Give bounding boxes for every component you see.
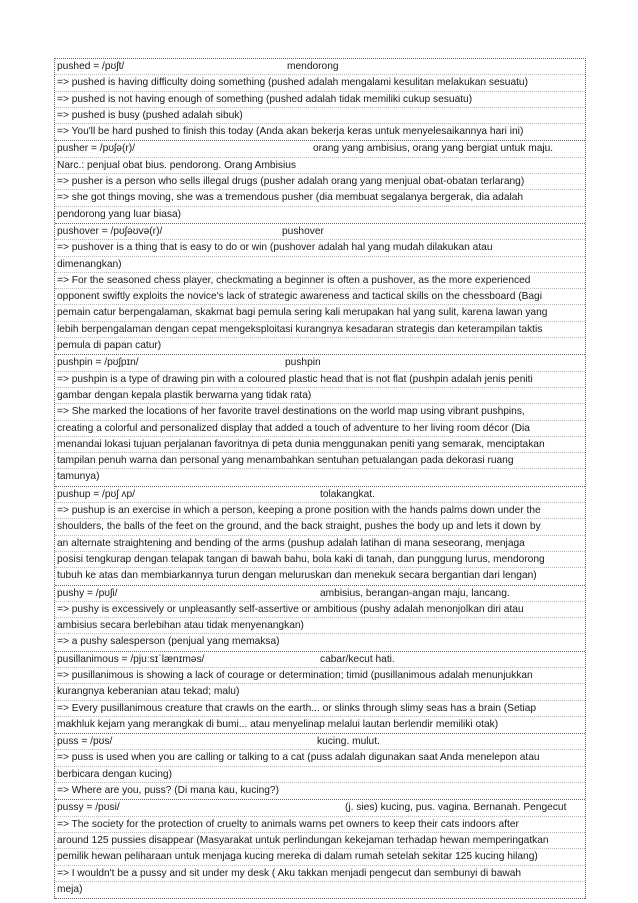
entry-headline xyxy=(55,487,585,503)
dictionary-entry xyxy=(55,586,585,652)
entry-gloss: (j. sies) kucing, pus. vagina. Bernanah. Pengecut xyxy=(345,802,567,814)
dictionary-table xyxy=(54,58,586,899)
entry-line: => She marked the locations of her favorite travel destinations on the world map using vibrant pushpins, xyxy=(55,404,585,420)
entry-line: ambisius secara berlebihan atau tidak menyenangkan) xyxy=(55,618,585,634)
entry-line: pendorong yang luar biasa) xyxy=(57,208,182,220)
entry-line: tamunya) xyxy=(57,471,100,483)
entry-line: opponent swiftly exploits the novice's lack of strategic awareness and tactical skills on the chessboard (Bagi xyxy=(55,289,585,305)
entry-line: pemain catur berpengalaman, skakmat bagi pemula sering kali merupakan hal yang sulit, karena lawan yang xyxy=(55,305,585,321)
entry-headline xyxy=(55,355,585,371)
entry-line: => pushy is excessively or unpleasantly self-assertive or ambitious (pushy adalah menonjolkan diri atau xyxy=(55,602,585,618)
dictionary-entry xyxy=(55,800,585,899)
entry-line: dimenangkan) xyxy=(55,257,585,273)
entry-line: => a pushy salesperson (penjual yang memaksa) xyxy=(57,636,280,648)
entry-line: creating a colorful and personalized display that added a touch of adventure to her living room décor (Dia xyxy=(55,421,585,437)
entry-headline xyxy=(55,59,585,75)
entry-gloss: cabar/kecut hati. xyxy=(320,653,395,665)
dictionary-entry xyxy=(55,487,585,586)
entry-line: tubuh ke atas dan membiarkannya turun dengan meluruskan dan menekuk secara bergantian dari lengan) xyxy=(57,570,537,582)
entry-word: pushpin = /pʊʃpɪn/ xyxy=(57,357,139,369)
entry-line: tampilan penuh warna dan personal yang menambahkan sentuhan petualangan pada dekorasi ruang xyxy=(55,453,585,469)
entry-line: an alternate straightening and bending of the arms (pushup adalah latihan di mana seseorang, menjaga xyxy=(55,536,585,552)
entry-line: => pushpin is a type of drawing pin with a coloured plastic head that is not flat (pushpin adalah jenis peniti xyxy=(55,372,585,388)
entry-headline xyxy=(55,652,585,668)
entry-line: makhluk kejam yang merangkak di bumi... atau menyelinap melalui lautan berlendir memiliki otak) xyxy=(57,718,499,730)
entry-line: shoulders, the balls of the feet on the ground, and the back straight, pushes the body up and lets it down by xyxy=(55,519,585,535)
entry-line: pemilik hewan peliharaan untuk menjaga kucing mereka di dalam rumah setelah sekitar 125 kucing hilang) xyxy=(55,849,585,865)
entry-word: pushover = /pʊʃəʊvə(r)/ xyxy=(57,225,163,237)
entry-line: => I wouldn't be a pussy and sit under my desk ( Aku takkan menjadi pengecut dan sembunyi di bawah xyxy=(55,866,585,882)
entry-headline xyxy=(55,800,585,816)
dictionary-entry xyxy=(55,652,585,734)
entry-line: around 125 pussies disappear (Masyarakat untuk perlindungan kekejaman terhadap hewan memperingatkan xyxy=(55,833,585,849)
entry-line: => pushed is not having enough of something (pushed adalah tidak memiliki cukup sesuatu) xyxy=(55,92,585,108)
entry-headline xyxy=(55,141,585,157)
entry-word: pusher = /pʊʃə(r)/ xyxy=(57,143,135,155)
entry-line: Narc.: penjual obat bius. pendorong. Orang Ambisius xyxy=(55,158,585,174)
entry-line: meja) xyxy=(57,883,83,895)
entry-gloss: pushover xyxy=(282,225,324,237)
entry-gloss: tolakangkat. xyxy=(320,488,375,500)
entry-line: => pusher is a person who sells illegal drugs (pusher adalah orang yang menjual obat-obatan terlarang) xyxy=(55,174,585,190)
entry-line: => pushover is a thing that is easy to do or win (pushover adalah hal yang mudah dilakukan atau xyxy=(55,240,585,256)
entry-line: => The society for the protection of cruelty to animals warns pet owners to keep their cats indoors after xyxy=(55,817,585,833)
dictionary-entry xyxy=(55,141,585,223)
entry-line: posisi tengkurap dengan telapak tangan di bawah bahu, bola kaki di tanah, dan punggung lurus, mendorong xyxy=(55,552,585,568)
entry-word: pussy = /pʊsi/ xyxy=(57,802,120,814)
entry-word: pusillanimous = /pjuːsɪˈlænɪməs/ xyxy=(57,653,205,665)
entry-line: gambar dengan kepala plastik berwarna yang tidak rata) xyxy=(55,388,585,404)
entry-line: berbicara dengan kucing) xyxy=(55,767,585,783)
entry-word: pushup = /pʊʃ ʌp/ xyxy=(57,488,136,500)
entry-gloss: pushpin xyxy=(285,357,321,369)
entry-line: lebih berpengalaman dengan cepat mengeksploitasi kurangnya kesadaran strategis dan keterampilan taktis xyxy=(55,322,585,338)
entry-line: => she got things moving, she was a tremendous pusher (dia membuat segalanya bergerak, dia adalah xyxy=(55,190,585,206)
dictionary-entry xyxy=(55,224,585,355)
entry-word: puss = /pʊs/ xyxy=(57,736,113,748)
entry-word: pushy = /pʊʃi/ xyxy=(57,587,118,599)
entry-line: menandai lokasi tujuan perjalanan favoritnya di peta dunia menggunakan peniti yang semarak, menciptakan xyxy=(55,437,585,453)
entry-gloss: mendorong xyxy=(287,61,339,72)
dictionary-entry xyxy=(55,355,585,486)
entry-line: => pusillanimous is showing a lack of courage or determination; timid (pusillanimous adalah menunjukkan xyxy=(55,668,585,684)
entry-gloss: orang yang ambisius, orang yang bergiat untuk maju. xyxy=(313,143,554,155)
dictionary-entry xyxy=(55,59,585,141)
entry-line: => puss is used when you are calling or talking to a cat (puss adalah digunakan saat Anda menelepon atau xyxy=(55,750,585,766)
entry-line: pemula di papan catur) xyxy=(57,340,162,352)
entry-line: => pushup is an exercise in which a person, keeping a prone position with the hands palms down under the xyxy=(55,503,585,519)
entry-line: => For the seasoned chess player, checkmating a beginner is often a pushover, as the more experienced xyxy=(55,273,585,289)
entry-line: => pushed is having difficulty doing something (pushed adalah mengalami kesulitan melakukan sesuatu) xyxy=(55,75,585,91)
dictionary-entry xyxy=(55,734,585,800)
entry-line: => pushed is busy (pushed adalah sibuk) xyxy=(55,108,585,124)
entry-line: kurangnya keberanian atau tekad; malu) xyxy=(55,684,585,700)
entry-line: => Every pusillanimous creature that crawls on the earth... or slinks through slimy seas has a brain (Setiap xyxy=(55,701,585,717)
entry-gloss: kucing. mulut. xyxy=(317,736,380,748)
entry-line: => Where are you, puss? (Di mana kau, kucing?) xyxy=(57,785,279,797)
entry-headline xyxy=(55,734,585,750)
entry-line: => You'll be hard pushed to finish this today (Anda akan bekerja keras untuk menyelesaikannya hari ini) xyxy=(57,126,524,138)
entry-word: pushed = /pʊʃt/ xyxy=(57,61,125,72)
entry-headline xyxy=(55,586,585,602)
entry-headline xyxy=(55,224,585,240)
entry-gloss: ambisius, berangan-angan maju, lancang. xyxy=(320,587,510,599)
